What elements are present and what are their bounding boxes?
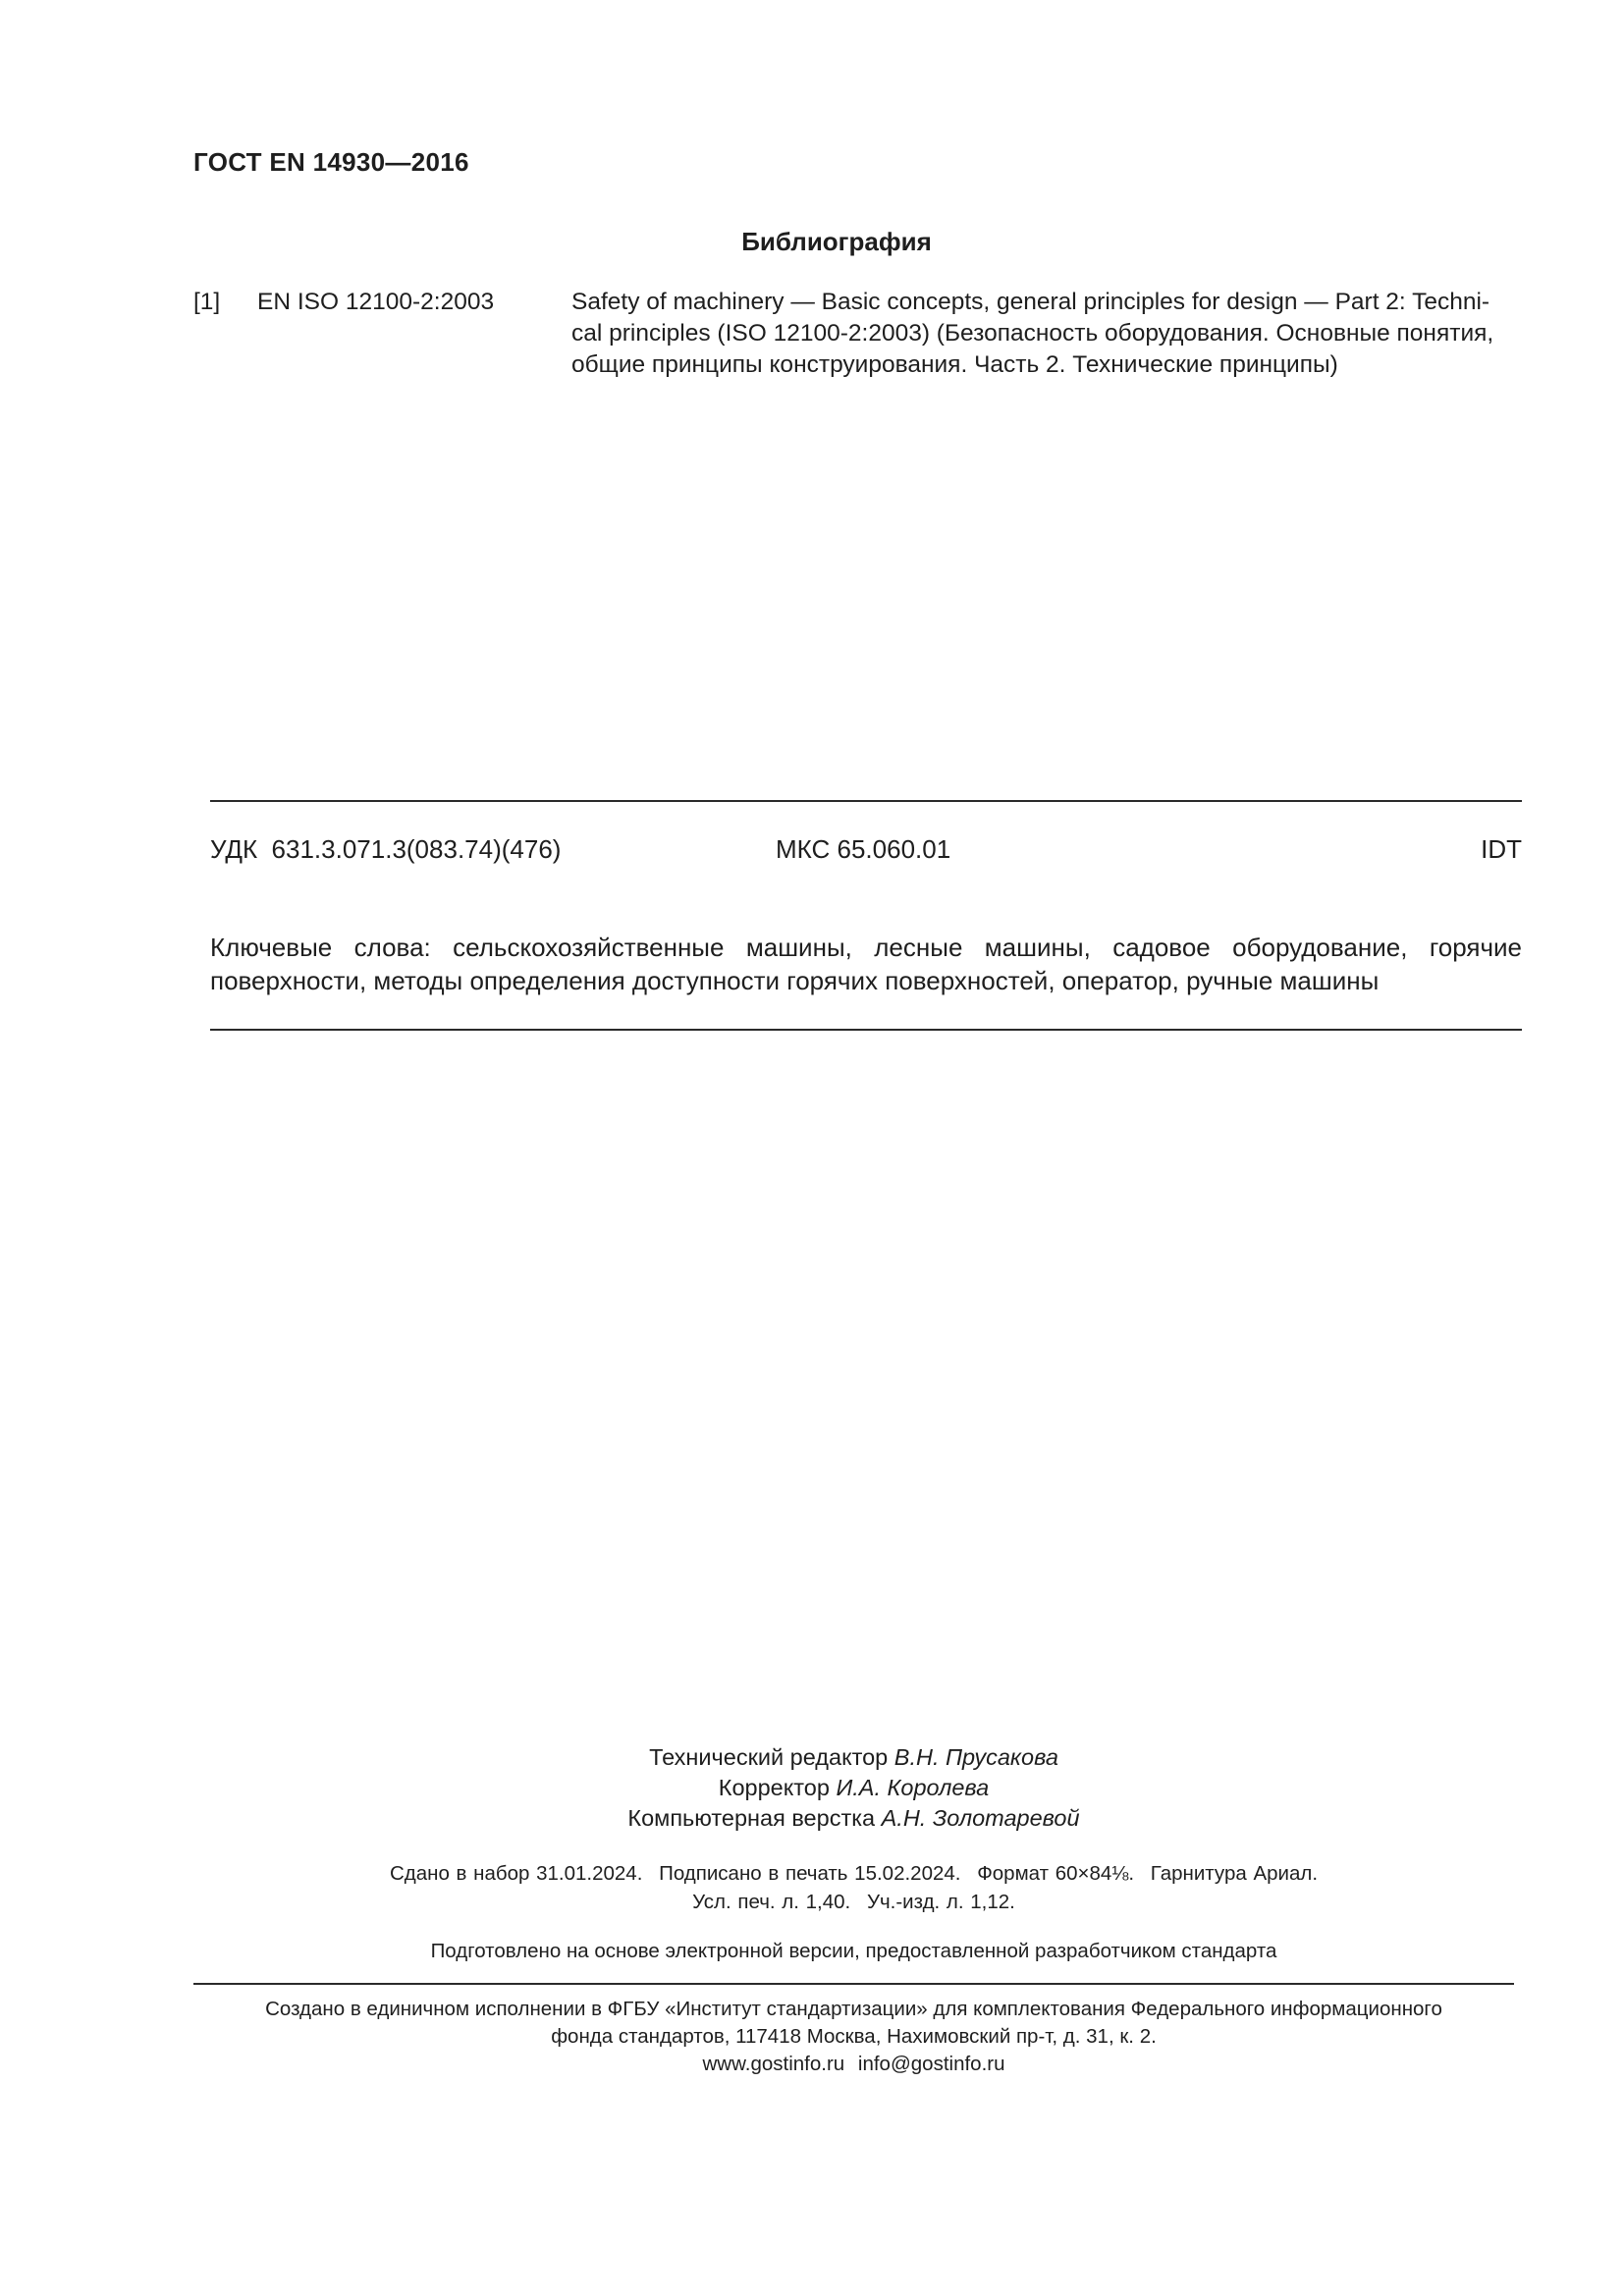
- corrector-name: И.А. Королева: [836, 1775, 990, 1800]
- layout-editor: [83, 1803, 1624, 1834]
- signed-date: Подписано в печать 15.02.2024.: [659, 1862, 961, 1885]
- keywords-line: поверхности, методы определения доступности горячих поверхностей, оператор, ручные машины: [210, 966, 1380, 995]
- footer-line: Создано в единичном исполнении в ФГБУ «Институт стандартизации» для комплектования Федерального информационного: [265, 1998, 1442, 2020]
- bibliography-entry-line: Safety of machinery — Basic concepts, general principles for design — Part 2: Techni-: [571, 289, 1490, 315]
- editors-block: [0, 1742, 1624, 1834]
- footer-line: фонда стандартов, 117418 Москва, Нахимовский пр-т, д. 31, к. 2.: [551, 2025, 1157, 2048]
- print-format: Формат 60×84⅛.: [977, 1862, 1135, 1885]
- footer-block: [0, 1996, 1624, 2078]
- divider-top: [210, 800, 1522, 802]
- print-info: [0, 1859, 1624, 1916]
- prepared-note: Подготовлено на основе электронной версии, предоставленной разработчиком стандарта: [430, 1940, 1277, 1962]
- print-sheets: Усл. печ. л. 1,40.: [692, 1891, 851, 1913]
- divider-bottom: [210, 1029, 1522, 1031]
- bibliography-entry-line: общие принципы конструирования. Часть 2. Технические принципы): [571, 351, 1338, 378]
- bibliography-title: Библиография: [741, 227, 932, 256]
- classification-row: [210, 834, 1522, 868]
- footer-contacts: [83, 2051, 1624, 2078]
- corrector-label: Корректор: [718, 1775, 830, 1800]
- publisher-sheets: Уч.-изд. л. 1,12.: [866, 1891, 1015, 1913]
- layout-editor-label: Компьютерная верстка: [627, 1805, 876, 1831]
- bibliography-entry-text: [571, 287, 1521, 381]
- typeface: Гарнитура Ариал.: [1150, 1862, 1319, 1885]
- email-link[interactable]: info@gostinfo.ru: [857, 2053, 1005, 2075]
- tech-editor-label: Технический редактор: [649, 1744, 889, 1770]
- bibliography-entry-code: EN ISO 12100-2:2003: [257, 289, 495, 315]
- corrector: [83, 1773, 1624, 1803]
- divider-footer: [193, 1983, 1514, 1985]
- print-info-line: [83, 1888, 1624, 1916]
- keywords: [210, 931, 1522, 997]
- layout-editor-name: А.Н. Золотаревой: [881, 1805, 1080, 1831]
- tech-editor-name: В.Н. Прусакова: [893, 1744, 1058, 1770]
- udk-code: УДК 631.3.071.3(083.74)(476): [210, 834, 562, 864]
- idt-label: IDT: [1481, 834, 1522, 864]
- bibliography-entry-line: cal principles (ISO 12100-2:2003) (Безопасность оборудования. Основные понятия,: [571, 320, 1494, 347]
- print-info-line: [83, 1859, 1624, 1888]
- typeset-date: Сдано в набор 31.01.2024.: [389, 1862, 643, 1885]
- website-link[interactable]: www.gostinfo.ru: [702, 2053, 845, 2075]
- bibliography-entry-number: [1]: [193, 289, 221, 315]
- standard-id-header: ГОСТ EN 14930—2016: [193, 147, 469, 177]
- keywords-line: Ключевые слова: сельскохозяйственные машины, лесные машины, садовое оборудование, горячие: [210, 933, 1522, 962]
- mks-code: МКС 65.060.01: [776, 834, 951, 864]
- tech-editor: [83, 1742, 1624, 1773]
